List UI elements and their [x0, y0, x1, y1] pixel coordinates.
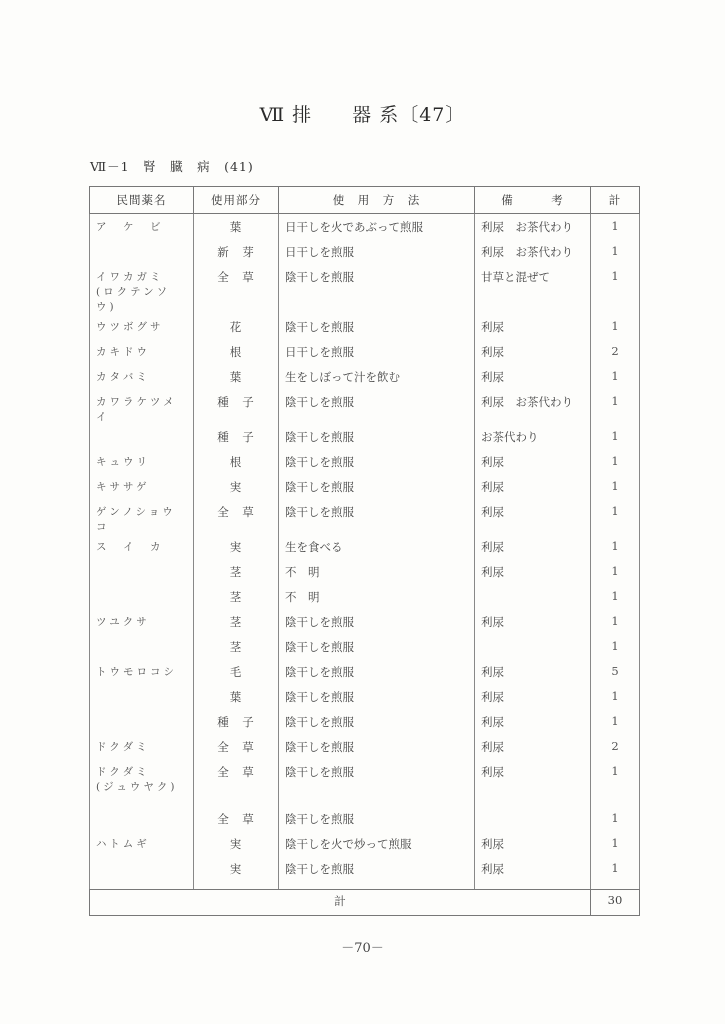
cell-count: 5 [591, 659, 640, 684]
page-number: －70－ [341, 941, 384, 956]
cell-note: お茶代わり [475, 424, 591, 449]
table-row [90, 214, 640, 240]
herb-table [89, 186, 640, 916]
cell-count: 1 [591, 759, 640, 806]
cell-part: 毛 [194, 659, 279, 684]
cell-count: 1 [591, 609, 640, 634]
cell-method: 陰干しを煎服 [279, 634, 475, 659]
cell-method: 陰干しを煎服 [279, 314, 475, 339]
cell-note: 利尿 [475, 759, 591, 806]
table-body [90, 214, 640, 890]
table-row [90, 499, 640, 534]
cell-note: 利尿 [475, 449, 591, 474]
cell-note: 利尿 お茶代わり [475, 214, 591, 240]
cell-count: 1 [591, 634, 640, 659]
cell-count: 1 [591, 449, 640, 474]
cell-part: 種 子 [194, 389, 279, 424]
cell-method: 陰干しを煎服 [279, 684, 475, 709]
cell-note: 利尿 [475, 314, 591, 339]
table-row [90, 684, 640, 709]
cell-part: 種 子 [194, 424, 279, 449]
cell-name: ア ケ ビ [90, 214, 194, 240]
cell-note [475, 806, 591, 831]
header-part: 使用部分 [194, 187, 279, 214]
cell-method: 不 明 [279, 559, 475, 584]
cell-part: 花 [194, 314, 279, 339]
cell-method: 陰干しを煎服 [279, 499, 475, 534]
cell-count: 1 [591, 389, 640, 424]
cell-count: 2 [591, 339, 640, 364]
section-title: Ⅶ－1 腎 臓 病 (41) [90, 159, 254, 174]
cell-name: キササゲ [90, 474, 194, 499]
cell-part: 葉 [194, 684, 279, 709]
cell-part: 実 [194, 856, 279, 890]
cell-method: 陰干しを煎服 [279, 389, 475, 424]
cell-name: キュウリ [90, 449, 194, 474]
cell-note: 利尿 [475, 831, 591, 856]
cell-part: 種 子 [194, 709, 279, 734]
cell-note: 利尿 お茶代わり [475, 389, 591, 424]
cell-method: 陰干しを煎服 [279, 759, 475, 806]
cell-name [90, 559, 194, 584]
cell-note: 利尿 [475, 559, 591, 584]
table-row [90, 831, 640, 856]
cell-part: 葉 [194, 364, 279, 389]
cell-part: 葉 [194, 214, 279, 240]
cell-name: ドクダミ (ジュウヤク) [90, 759, 194, 806]
cell-method: 陰干しを煎服 [279, 424, 475, 449]
cell-part: 全 草 [194, 734, 279, 759]
table-row [90, 734, 640, 759]
cell-name [90, 239, 194, 264]
cell-note: 利尿 [475, 474, 591, 499]
cell-note: 利尿 [475, 659, 591, 684]
cell-count: 1 [591, 684, 640, 709]
table-row [90, 314, 640, 339]
table-row [90, 856, 640, 890]
cell-name [90, 584, 194, 609]
table-row [90, 634, 640, 659]
cell-count: 1 [591, 424, 640, 449]
table-row [90, 364, 640, 389]
header-count: 計 [591, 187, 640, 214]
table-row [90, 659, 640, 684]
table-row [90, 806, 640, 831]
cell-count: 1 [591, 214, 640, 240]
cell-note: 利尿 お茶代わり [475, 239, 591, 264]
header-name: 民間薬名 [90, 187, 194, 214]
cell-count: 1 [591, 314, 640, 339]
cell-method: 日干しを煎服 [279, 239, 475, 264]
cell-note: 利尿 [475, 684, 591, 709]
header-method: 使 用 方 法 [279, 187, 475, 214]
cell-count: 1 [591, 856, 640, 890]
cell-note [475, 584, 591, 609]
cell-note: 利尿 [475, 856, 591, 890]
cell-method: 陰干しを煎服 [279, 474, 475, 499]
cell-part: 茎 [194, 609, 279, 634]
header-note: 備 考 [475, 187, 591, 214]
cell-method: 生を食べる [279, 534, 475, 559]
cell-note: 利尿 [475, 499, 591, 534]
cell-count: 1 [591, 709, 640, 734]
cell-method: 陰干しを煎服 [279, 856, 475, 890]
table-row [90, 424, 640, 449]
table-header-row [90, 187, 640, 214]
cell-note: 利尿 [475, 609, 591, 634]
cell-name [90, 634, 194, 659]
cell-count: 1 [591, 559, 640, 584]
cell-part: 茎 [194, 634, 279, 659]
cell-name [90, 684, 194, 709]
cell-part: 全 草 [194, 264, 279, 314]
cell-part: 全 草 [194, 499, 279, 534]
cell-part: 茎 [194, 584, 279, 609]
table-row [90, 474, 640, 499]
total-row [90, 890, 640, 916]
cell-name [90, 709, 194, 734]
cell-part: 実 [194, 831, 279, 856]
cell-note: 甘草と混ぜて [475, 264, 591, 314]
table-row [90, 534, 640, 559]
cell-method: 陰干しを煎服 [279, 449, 475, 474]
cell-part: 実 [194, 534, 279, 559]
table-row [90, 609, 640, 634]
cell-count: 2 [591, 734, 640, 759]
table-row [90, 264, 640, 314]
cell-method: 陰干しを煎服 [279, 264, 475, 314]
cell-method: 不 明 [279, 584, 475, 609]
cell-name: ハトムギ [90, 831, 194, 856]
cell-method: 日干しを煎服 [279, 339, 475, 364]
total-label: 計 [90, 890, 591, 916]
table-row [90, 449, 640, 474]
table-row [90, 759, 640, 806]
cell-name: ゲンノショウコ [90, 499, 194, 534]
cell-note: 利尿 [475, 339, 591, 364]
cell-count: 1 [591, 474, 640, 499]
table-row [90, 239, 640, 264]
cell-part: 茎 [194, 559, 279, 584]
cell-name: ス イ カ [90, 534, 194, 559]
cell-count: 1 [591, 806, 640, 831]
table-row [90, 389, 640, 424]
cell-method: 陰干しを煎服 [279, 609, 475, 634]
cell-name [90, 856, 194, 890]
cell-count: 1 [591, 831, 640, 856]
cell-note: 利尿 [475, 364, 591, 389]
cell-note: 利尿 [475, 709, 591, 734]
cell-name [90, 806, 194, 831]
table-row [90, 339, 640, 364]
table-row [90, 559, 640, 584]
cell-name: ウツボグサ [90, 314, 194, 339]
cell-method: 陰干しを火で炒って煎服 [279, 831, 475, 856]
cell-count: 1 [591, 584, 640, 609]
cell-part: 根 [194, 449, 279, 474]
cell-count: 1 [591, 264, 640, 314]
cell-note [475, 634, 591, 659]
page-title: Ⅶ 排 器 系〔47〕 [259, 104, 466, 126]
cell-name [90, 424, 194, 449]
cell-count: 1 [591, 239, 640, 264]
cell-part: 全 草 [194, 806, 279, 831]
total-value: 30 [591, 890, 640, 916]
cell-name: カキドウ [90, 339, 194, 364]
cell-part: 新 芽 [194, 239, 279, 264]
table-row [90, 584, 640, 609]
cell-note: 利尿 [475, 734, 591, 759]
cell-part: 実 [194, 474, 279, 499]
cell-name: イワカガミ (ロクテンソウ) [90, 264, 194, 314]
cell-part: 根 [194, 339, 279, 364]
cell-count: 1 [591, 364, 640, 389]
cell-method: 陰干しを煎服 [279, 709, 475, 734]
cell-name: トウモロコシ [90, 659, 194, 684]
cell-method: 日干しを火であぶって煎服 [279, 214, 475, 240]
cell-name: カタバミ [90, 364, 194, 389]
cell-method: 陰干しを煎服 [279, 659, 475, 684]
cell-count: 1 [591, 499, 640, 534]
cell-name: カワラケツメイ [90, 389, 194, 424]
cell-method: 陰干しを煎服 [279, 806, 475, 831]
cell-name: ドクダミ [90, 734, 194, 759]
cell-note: 利尿 [475, 534, 591, 559]
cell-count: 1 [591, 534, 640, 559]
cell-part: 全 草 [194, 759, 279, 806]
cell-name: ツユクサ [90, 609, 194, 634]
table-row [90, 709, 640, 734]
cell-method: 陰干しを煎服 [279, 734, 475, 759]
cell-method: 生をしぼって汁を飲む [279, 364, 475, 389]
